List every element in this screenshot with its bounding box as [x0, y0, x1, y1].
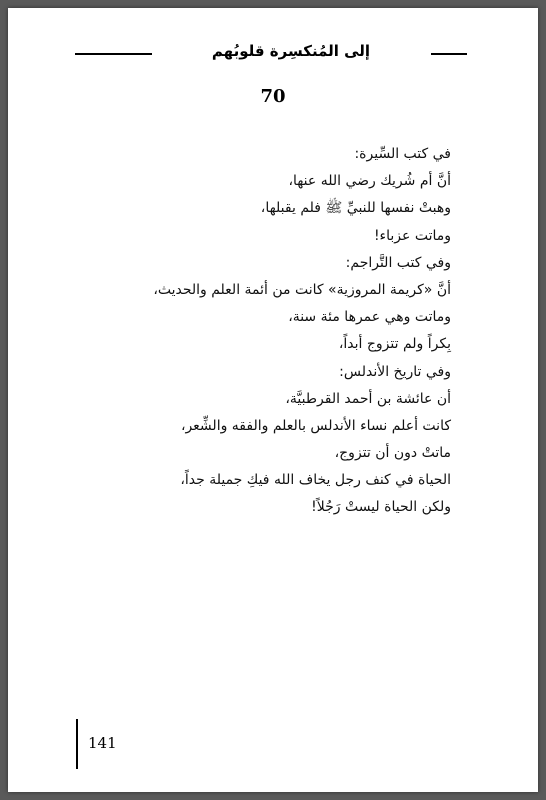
book-page	[8, 8, 538, 792]
text-line: كانت أعلم نساء الأندلس بالعلم والفقه والشِّعر،	[180, 417, 451, 434]
page-number: 141	[88, 734, 117, 752]
text-line: وماتت وهي عمرها مئة سنة،	[288, 309, 451, 326]
text-line: ماتتْ دون أن تتزوج،	[334, 445, 451, 462]
text-line: وهبتْ نفسها للنبيِّ ﷺ فلم يقبلها،	[260, 200, 451, 217]
text-line: وماتت عزباء!	[373, 227, 451, 244]
running-header	[75, 38, 467, 64]
text-line: وفي تاريخ الأندلس:	[339, 363, 451, 380]
header-rule-left	[75, 53, 152, 55]
text-line: وفي كتب التَّراجم:	[345, 254, 451, 271]
text-line: الحياة في كنف رجل يخاف الله فيكِ جميلة جداً،	[180, 472, 451, 489]
text-line: في كتب السِّيرة:	[354, 146, 451, 162]
footer-rule	[76, 719, 78, 769]
chapter-number: 70	[260, 86, 286, 107]
text-line: ولكن الحياة ليستْ رَجُلاً!	[311, 499, 451, 516]
text-line: بِكراً ولم تتزوج أبداً،	[338, 336, 451, 353]
text-line: أن عائشة بن أحمد القرطبيَّة،	[285, 390, 451, 407]
header-title: إلى المُنكسِرة قلوبُهم	[211, 42, 371, 60]
text-line: أنَّ «كريمة المروزية» كانت من أئمة العلم والحديث،	[153, 281, 451, 298]
text-line: أنَّ أم شُريك رضي الله عنها،	[288, 173, 451, 190]
header-rule-right	[431, 53, 467, 55]
body-text	[68, 141, 451, 522]
